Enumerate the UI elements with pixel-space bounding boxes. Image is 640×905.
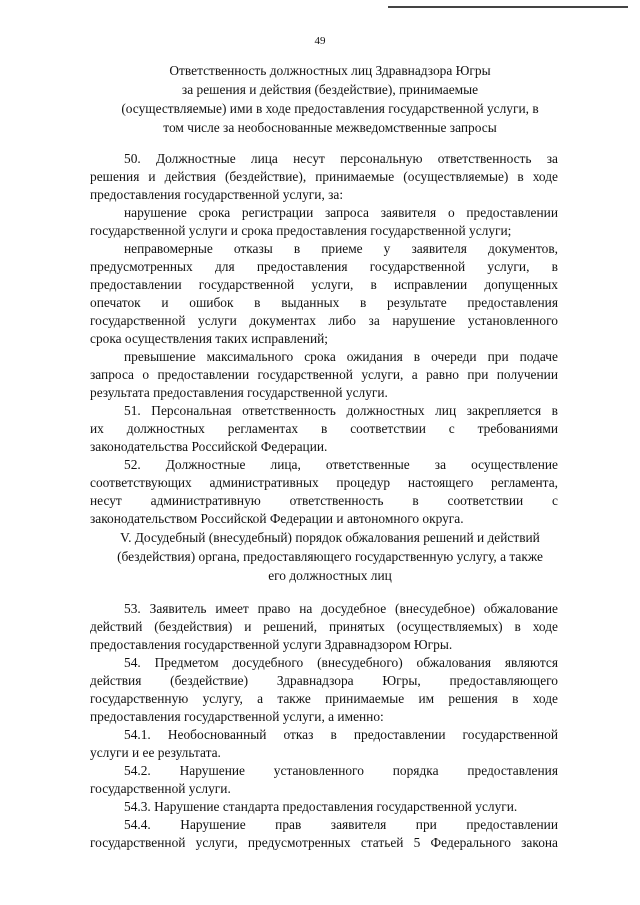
paragraph-54-1-line: услуги и ее результата.	[90, 745, 221, 760]
heading-line: Ответственность должностных лиц Здравнадзора Югры	[169, 63, 491, 78]
paragraph-52-line: несут административную ответственность в соответствии с	[90, 493, 558, 508]
paragraph-54-4-line: государственной услуги, предусмотренных статьей 5 Федерального закона	[90, 835, 558, 850]
paragraph-54-2-line: 54.2. Нарушение установленного порядка предоставления	[124, 763, 558, 778]
heading-line: его должностных лиц	[268, 568, 392, 583]
paragraph-item-line: запроса о предоставлении государственной услуги, а равно при получении	[90, 367, 558, 382]
paragraph-54-line: предоставления государственной услуги, а именно:	[90, 709, 384, 724]
paragraph-item-line: предоставлении государственной услуги, в исправлении допущенных	[90, 277, 558, 292]
paragraph-item-line: неправомерные отказы в приеме у заявителя документов,	[124, 241, 558, 256]
paragraph-item-line: государственной услуги документах либо за нарушение установленного	[90, 313, 558, 328]
paragraph-item-line: опечаток и ошибок в выданных в результате предоставления	[90, 295, 558, 310]
paragraph-52-line: законодательством Российской Федерации и автономного округа.	[90, 511, 464, 526]
paragraph-50-line: предоставления государственной услуги, за:	[90, 187, 344, 202]
paragraph-52-line: 52. Должностные лица, ответственные за осуществление	[124, 457, 558, 472]
paragraph-53-line: предоставления государственной услуги Здравнадзором Югры.	[90, 637, 453, 652]
paragraph-54-3-line: 54.3. Нарушение стандарта предоставления государственной услуги.	[124, 799, 518, 814]
section-heading-appeal	[70, 528, 590, 585]
heading-line: (осуществляемые) ими в ходе предоставления государственной услуги, в	[121, 101, 539, 116]
heading-line: (бездействия) органа, предоставляющего государственную услугу, а также	[117, 549, 543, 564]
paragraph-53-line: 53. Заявитель имеет право на досудебное (внесудебное) обжалование	[124, 601, 558, 616]
paragraph-item-line: нарушение срока регистрации запроса заявителя о предоставлении	[124, 205, 558, 220]
paragraph-54-line: государственную услугу, а также принимаемые им решения в ходе	[90, 691, 558, 706]
heading-line: том числе за необоснованные межведомственные запросы	[163, 120, 497, 135]
paragraph-54-4-line: 54.4. Нарушение прав заявителя при предоставлении	[124, 817, 558, 832]
paragraph-item-line: предусмотренных для предоставления государственной услуги, в	[90, 259, 558, 274]
top-rule	[388, 6, 628, 8]
paragraph-54-2-line: государственной услуги.	[90, 781, 231, 796]
paragraph-50-line: 50. Должностные лица несут персональную ответственность за	[124, 151, 558, 166]
paragraph-51-line: законодательства Российской Федерации.	[90, 439, 328, 454]
paragraph-54-1-line: 54.1. Необоснованный отказ в предоставлении государственной	[124, 727, 558, 742]
paragraph-51-line: 51. Персональная ответственность должностных лиц закрепляется в	[124, 403, 558, 418]
section-heading-responsibility	[80, 61, 580, 137]
paragraph-54-line: 54. Предметом досудебного (внесудебного) обжалования являются	[124, 655, 558, 670]
paragraph-51-line: их должностных регламентах в соответствии с требованиями	[90, 421, 558, 436]
heading-line: V. Досудебный (внесудебный) порядок обжалования решений и действий	[120, 530, 540, 545]
paragraph-item-line: превышение максимального срока ожидания в очереди при подаче	[124, 349, 558, 364]
paragraph-54-line: действия (бездействие) Здравнадзора Югры, предоставляющего	[90, 673, 558, 688]
paragraph-item-line: результата предоставления государственной услуги.	[90, 385, 388, 400]
paragraph-item-line: срока осуществления таких исправлений;	[90, 331, 328, 346]
paragraph-50-line: решения и действия (бездействие), принимаемые (осуществляемые) в ходе	[90, 169, 558, 184]
paragraph-53-line: действий (бездействия) и решений, принятых (осуществляемых) в ходе	[90, 619, 558, 634]
paragraph-item-line: государственной услуги и срока предоставления государственной услуги;	[90, 223, 512, 238]
page-number: 49	[314, 35, 326, 47]
paragraph-52-line: соответствующих административных процедур настоящего регламента,	[90, 475, 558, 490]
heading-line: за решения и действия (бездействие), принимаемые	[181, 82, 479, 97]
